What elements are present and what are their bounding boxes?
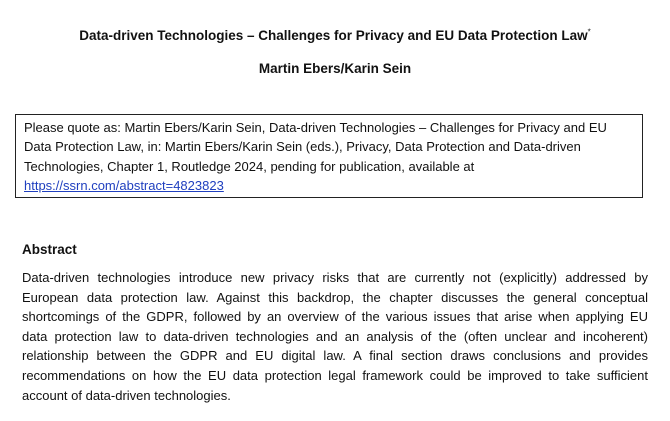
- abstract-line: recommendations on how the EU data protection legal framework could be improved to take sufficient: [22, 367, 648, 383]
- abstract-body: [22, 268, 648, 405]
- citation-box: [15, 114, 643, 198]
- abstract-line: account of data-driven technologies.: [22, 387, 231, 403]
- citation-line: Please quote as: Martin Ebers/Karin Sein, Data-driven Technologies – Challenges for Privacy and EU: [24, 120, 607, 135]
- abstract-line: relationship between the GDPR and EU digital law. A final section draws conclusions and provides: [22, 348, 648, 364]
- abstract-line: shortcomings of the GDPR, followed by an overview of the various issues that arise when applying EU: [22, 309, 648, 325]
- abstract-heading: Abstract: [22, 242, 77, 257]
- title-footnote-mark: *: [587, 27, 591, 37]
- paper-title-text: Data-driven Technologies – Challenges for Privacy and EU Data Protection Law: [79, 28, 588, 43]
- citation-line: Data Protection Law, in: Martin Ebers/Karin Sein (eds.), Privacy, Data Protection and Data-driven: [24, 139, 581, 155]
- abstract-line: data protection law to data-driven technologies and an analysis of the (often unclear and incoherent): [22, 328, 648, 344]
- abstract-line: European data protection law. Against this backdrop, the chapter discusses the general conceptual: [22, 289, 648, 305]
- paper-title: [0, 27, 670, 45]
- paper-authors: Martin Ebers/Karin Sein: [258, 61, 412, 76]
- citation-line: Technologies, Chapter 1, Routledge 2024, pending for publication, available at: [24, 158, 475, 174]
- ssrn-link[interactable]: https://ssrn.com/abstract=4823823: [24, 178, 224, 194]
- abstract-line: Data-driven technologies introduce new privacy risks that are currently not (explicitly) addressed by: [22, 270, 648, 285]
